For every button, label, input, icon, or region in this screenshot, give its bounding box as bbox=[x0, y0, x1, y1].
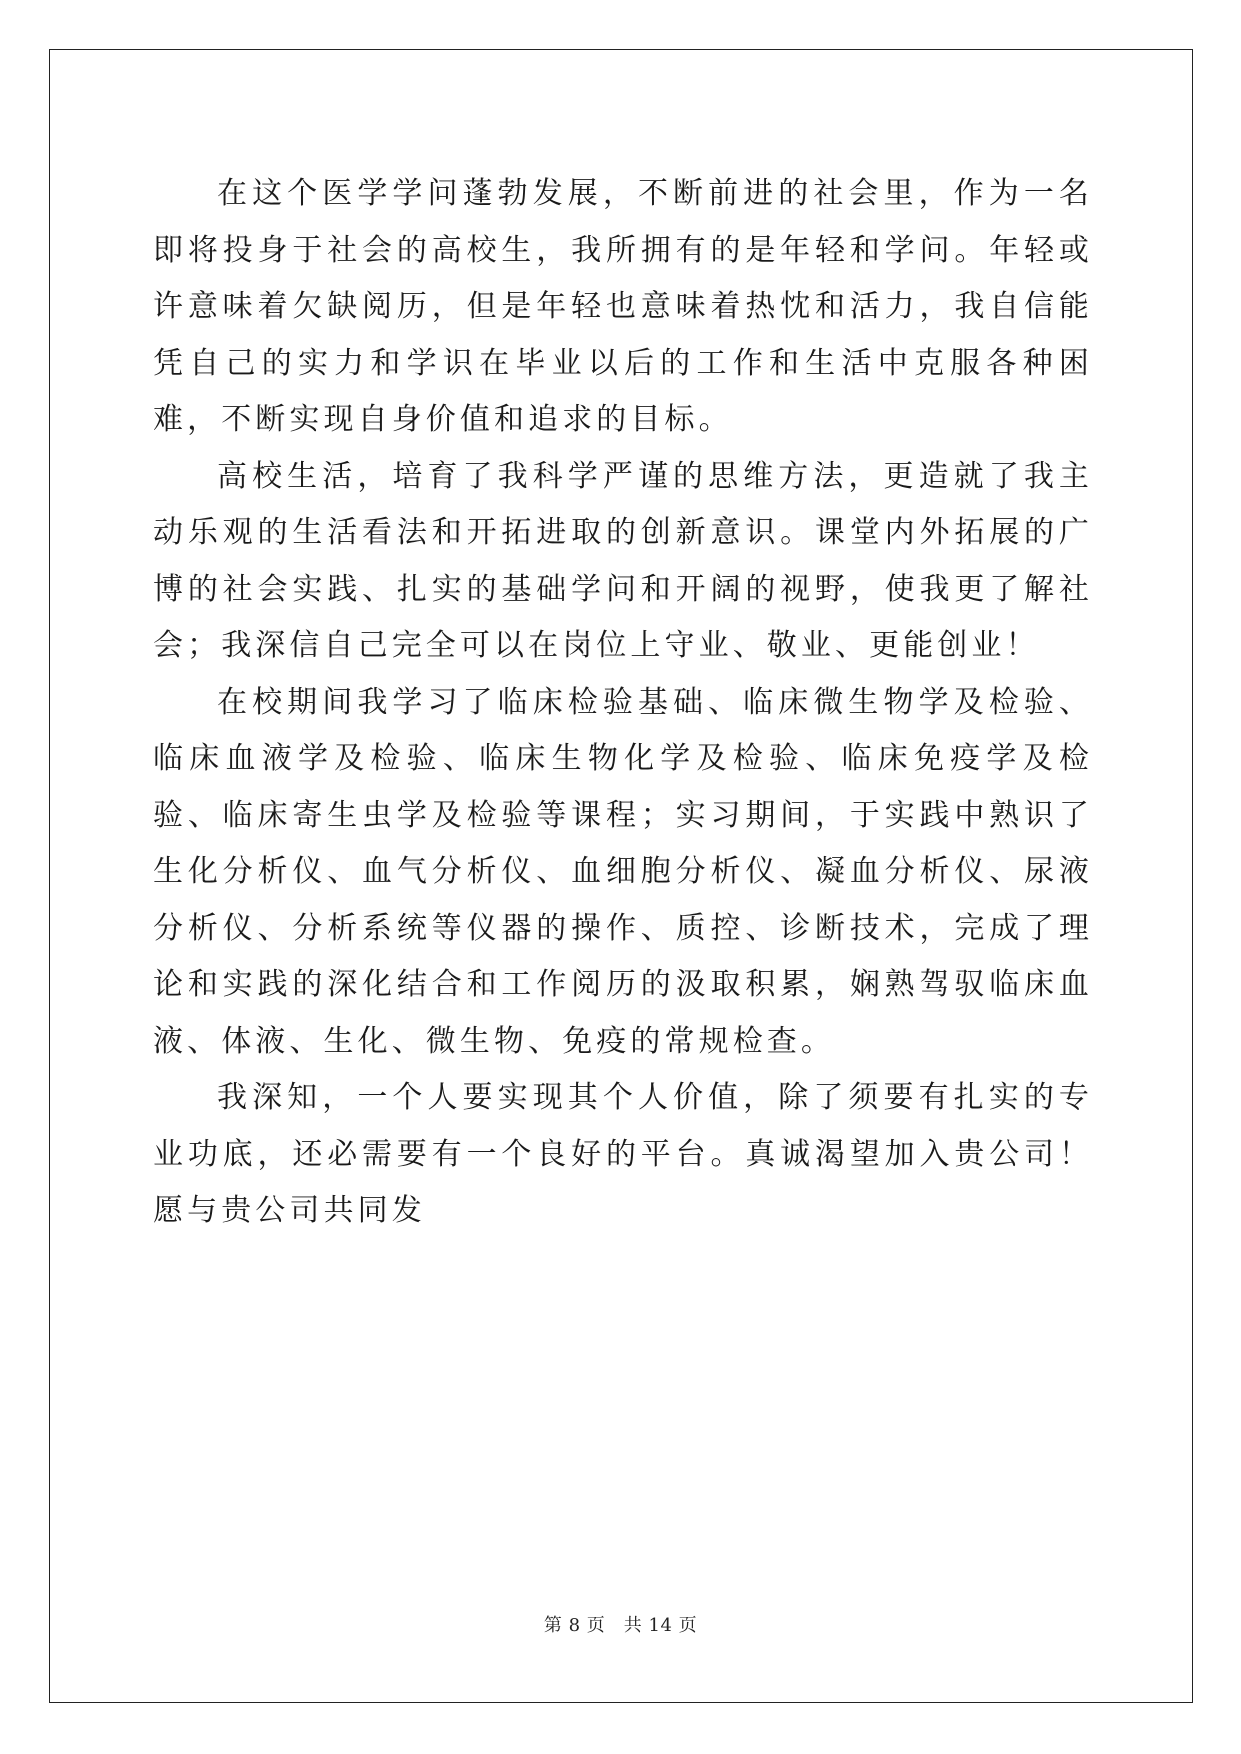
paragraph: 在这个医学学问蓬勃发展，不断前进的社会里，作为一名即将投身于社会的高校生，我所拥有的是年轻和学问。年轻或许意味着欠缺阅历，但是年轻也意味着热忱和活力，我自信能凭自己的实力和学识在毕业以后的工作和生活中克服各种困难，不断实现自身价值和追求的目标。 bbox=[153, 176, 1093, 437]
paragraph: 高校生活，培育了我科学严谨的思维方法，更造就了我主动乐观的生活看法和开拓进取的创新意识。课堂内外拓展的广博的社会实践、扎实的基础学问和开阔的视野，使我更了解社会；我深信自己完全可以在岗位上守业、敬业、更能创业！ bbox=[153, 458, 1093, 663]
document-body bbox=[153, 166, 1093, 1240]
paragraph: 在校期间我学习了临床检验基础、临床微生物学及检验、临床血液学及检验、临床生物化学及检验、临床免疫学及检验、临床寄生虫学及检验等课程；实习期间，于实践中熟识了生化分析仪、血气分析仪、血细胞分析仪、凝血分析仪、尿液分析仪、分析系统等仪器的操作、质控、诊断技术，完成了理论和实践的深化结合和工作阅历的汲取积累，娴熟驾驭临床血液、体液、生化、微生物、免疫的常规检查。 bbox=[153, 684, 1093, 1059]
paragraph: 我深知，一个人要实现其个人价值，除了须要有扎实的专业功底，还必需要有一个良好的平台。真诚渴望加入贵公司！愿与贵公司共同发 bbox=[153, 1080, 1093, 1228]
page-number-footer: 第 8 页 共 14 页 bbox=[543, 1615, 698, 1636]
